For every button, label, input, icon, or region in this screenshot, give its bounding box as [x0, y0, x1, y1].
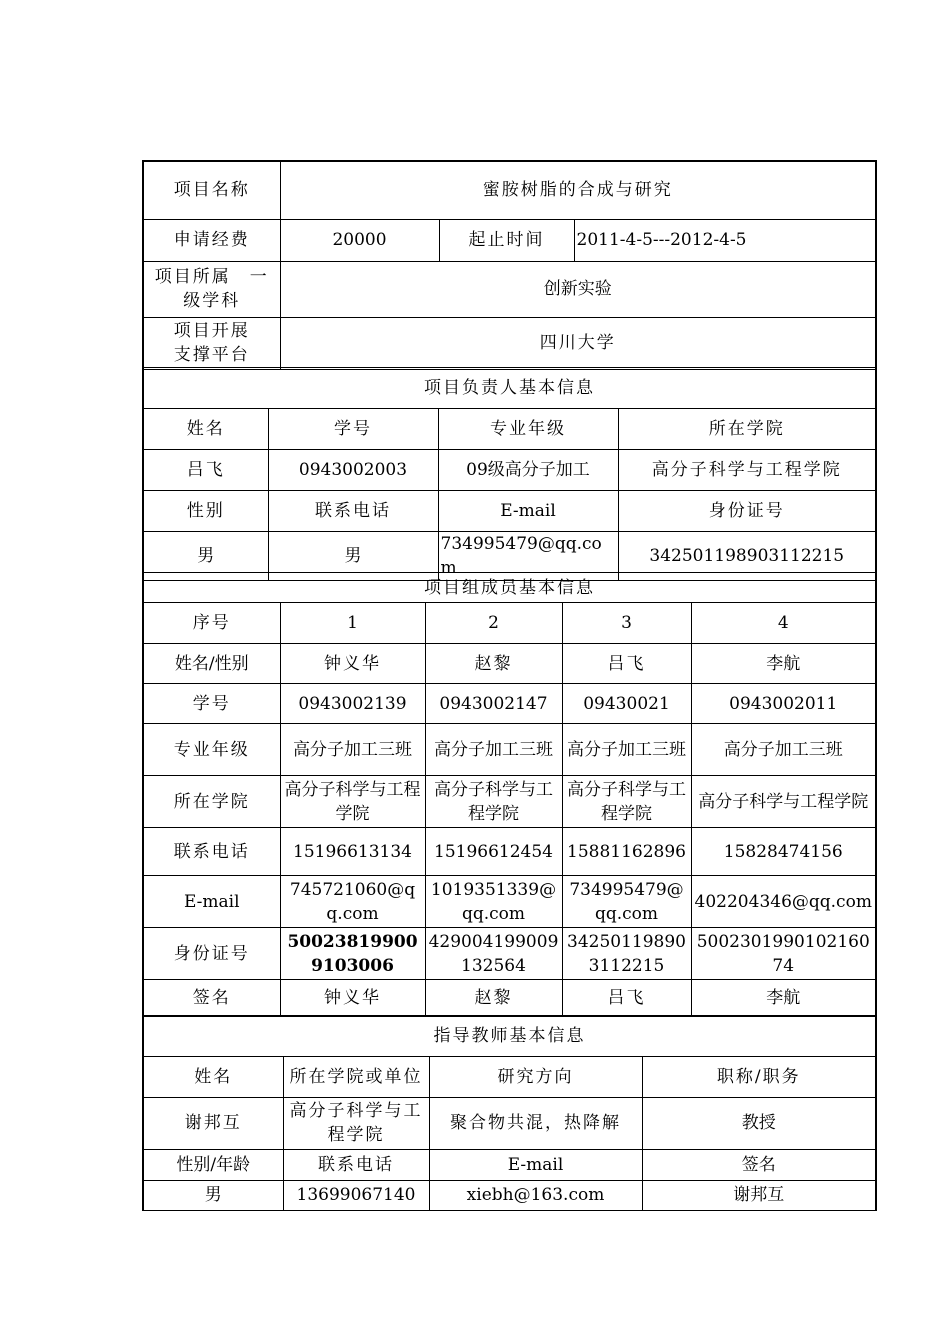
leader-college: 高分子科学与工程学院	[618, 450, 876, 491]
member-cell: 734995479@qq.com	[562, 876, 691, 928]
discipline-label	[143, 261, 280, 317]
leader-student-id: 0943002003	[268, 450, 438, 491]
member-cell: 0943002011	[691, 684, 876, 724]
member-cell: 高分子科学与工程学院	[562, 776, 691, 828]
leader-info-table	[142, 367, 877, 581]
row-label: 身份证号	[143, 928, 280, 980]
member-signature: 李航	[691, 980, 876, 1016]
member-signature: 吕飞	[562, 980, 691, 1016]
funding-value: 20000	[280, 219, 439, 261]
members-section-title: 项目组成员基本信息	[143, 573, 876, 603]
platform-label-line2: 支撑平台	[173, 345, 250, 365]
funding-label: 申请经费	[143, 219, 280, 261]
member-cell: 高分子科学与工程学院	[691, 776, 876, 828]
leader-header-name: 姓名	[143, 409, 268, 450]
member-cell: 高分子加工三班	[562, 724, 691, 776]
member-cell: 高分子加工三班	[280, 724, 425, 776]
advisor-header-name: 姓名	[143, 1056, 283, 1097]
member-cell: 15881162896	[562, 828, 691, 876]
advisor-email: xiebh@163.com	[429, 1180, 642, 1210]
member-cell: 500238199009103006	[280, 928, 425, 980]
leader-header-phone: 联系电话	[268, 491, 438, 532]
advisor-title: 教授	[642, 1097, 876, 1149]
member-cell: 高分子加工三班	[425, 724, 562, 776]
member-cell: 342501198903112215	[562, 928, 691, 980]
member-cell: 0943002139	[280, 684, 425, 724]
row-label: 联系电话	[143, 828, 280, 876]
row-label: 所在学院	[143, 776, 280, 828]
leader-major: 09级高分子加工	[438, 450, 618, 491]
member-cell: 4	[691, 603, 876, 644]
period-value: 2011-4-5---2012-4-5	[574, 219, 876, 261]
row-label: E-mail	[143, 876, 280, 928]
member-signature: 赵黎	[425, 980, 562, 1016]
member-cell: 15196612454	[425, 828, 562, 876]
leader-header-id: 学号	[268, 409, 438, 450]
leader-header-idcard: 身份证号	[618, 491, 876, 532]
member-cell: 吕飞	[562, 644, 691, 684]
member-cell: 429004199009132564	[425, 928, 562, 980]
platform-label-line1: 项目开展	[173, 321, 250, 341]
member-cell: 0943002147	[425, 684, 562, 724]
advisor-header-email: E-mail	[429, 1149, 642, 1180]
advisor-header-phone: 联系电话	[283, 1149, 429, 1180]
advisor-section-title: 指导教师基本信息	[143, 1016, 876, 1056]
member-cell: 1019351339@qq.com	[425, 876, 562, 928]
member-cell: 李航	[691, 644, 876, 684]
row-label: 专业年级	[143, 724, 280, 776]
advisor-phone: 13699067140	[283, 1180, 429, 1210]
leader-name: 吕飞	[143, 450, 268, 491]
row-label: 姓名/性别	[143, 644, 280, 684]
advisor-header-research: 研究方向	[429, 1056, 642, 1097]
member-cell: 赵黎	[425, 644, 562, 684]
leader-section-title: 项目负责人基本信息	[143, 368, 876, 409]
discipline-label-line1: 项目所属 一	[154, 267, 269, 287]
project-info-table	[142, 160, 877, 370]
advisor-header-signature: 签名	[642, 1149, 876, 1180]
table-row	[143, 928, 876, 980]
member-cell: 3	[562, 603, 691, 644]
member-cell: 高分子加工三班	[691, 724, 876, 776]
table-row	[143, 876, 876, 928]
discipline-label-line2: 级学科	[183, 291, 241, 311]
table-row	[143, 828, 876, 876]
member-cell: 402204346@qq.com	[691, 876, 876, 928]
table-row	[143, 776, 876, 828]
row-label: 学号	[143, 684, 280, 724]
period-label: 起止时间	[439, 219, 574, 261]
leader-phone: 男	[268, 532, 438, 581]
member-cell: 钟义华	[280, 644, 425, 684]
advisor-signature: 谢邦互	[642, 1180, 876, 1210]
member-cell: 745721060@qq.com	[280, 876, 425, 928]
leader-header-major: 专业年级	[438, 409, 618, 450]
table-row	[143, 684, 876, 724]
advisor-name: 谢邦互	[143, 1097, 283, 1149]
advisor-gender-age: 男	[143, 1180, 283, 1210]
leader-idcard: 342501198903112215	[618, 532, 876, 581]
member-cell: 1	[280, 603, 425, 644]
leader-email: 734995479@qq.com	[438, 532, 618, 581]
project-name-label: 项目名称	[143, 161, 280, 219]
platform-label	[143, 317, 280, 369]
advisor-research: 聚合物共混，热降解	[429, 1097, 642, 1149]
leader-header-college: 所在学院	[618, 409, 876, 450]
members-info-table	[142, 572, 877, 1016]
member-cell: 15196613134	[280, 828, 425, 876]
table-row	[143, 603, 876, 644]
row-label: 签名	[143, 980, 280, 1016]
advisor-info-table	[142, 1015, 877, 1211]
leader-gender: 男	[143, 532, 268, 581]
project-name-value: 蜜胺树脂的合成与研究	[280, 161, 876, 219]
advisor-unit: 高分子科学与工程学院	[283, 1097, 429, 1149]
discipline-value: 创新实验	[280, 261, 876, 317]
leader-header-gender: 性别	[143, 491, 268, 532]
member-cell: 2	[425, 603, 562, 644]
table-row	[143, 980, 876, 1016]
table-row	[143, 724, 876, 776]
member-cell: 15828474156	[691, 828, 876, 876]
table-row	[143, 644, 876, 684]
advisor-header-title: 职称/职务	[642, 1056, 876, 1097]
member-signature: 钟义华	[280, 980, 425, 1016]
advisor-header-unit: 所在学院或单位	[283, 1056, 429, 1097]
advisor-header-gender-age: 性别/年龄	[143, 1149, 283, 1180]
member-cell: 高分子科学与工程学院	[425, 776, 562, 828]
member-cell: 500230199010216074	[691, 928, 876, 980]
member-cell: 高分子科学与工程学院	[280, 776, 425, 828]
leader-header-email: E-mail	[438, 491, 618, 532]
member-cell: 09430021	[562, 684, 691, 724]
row-label: 序号	[143, 603, 280, 644]
platform-value: 四川大学	[280, 317, 876, 369]
